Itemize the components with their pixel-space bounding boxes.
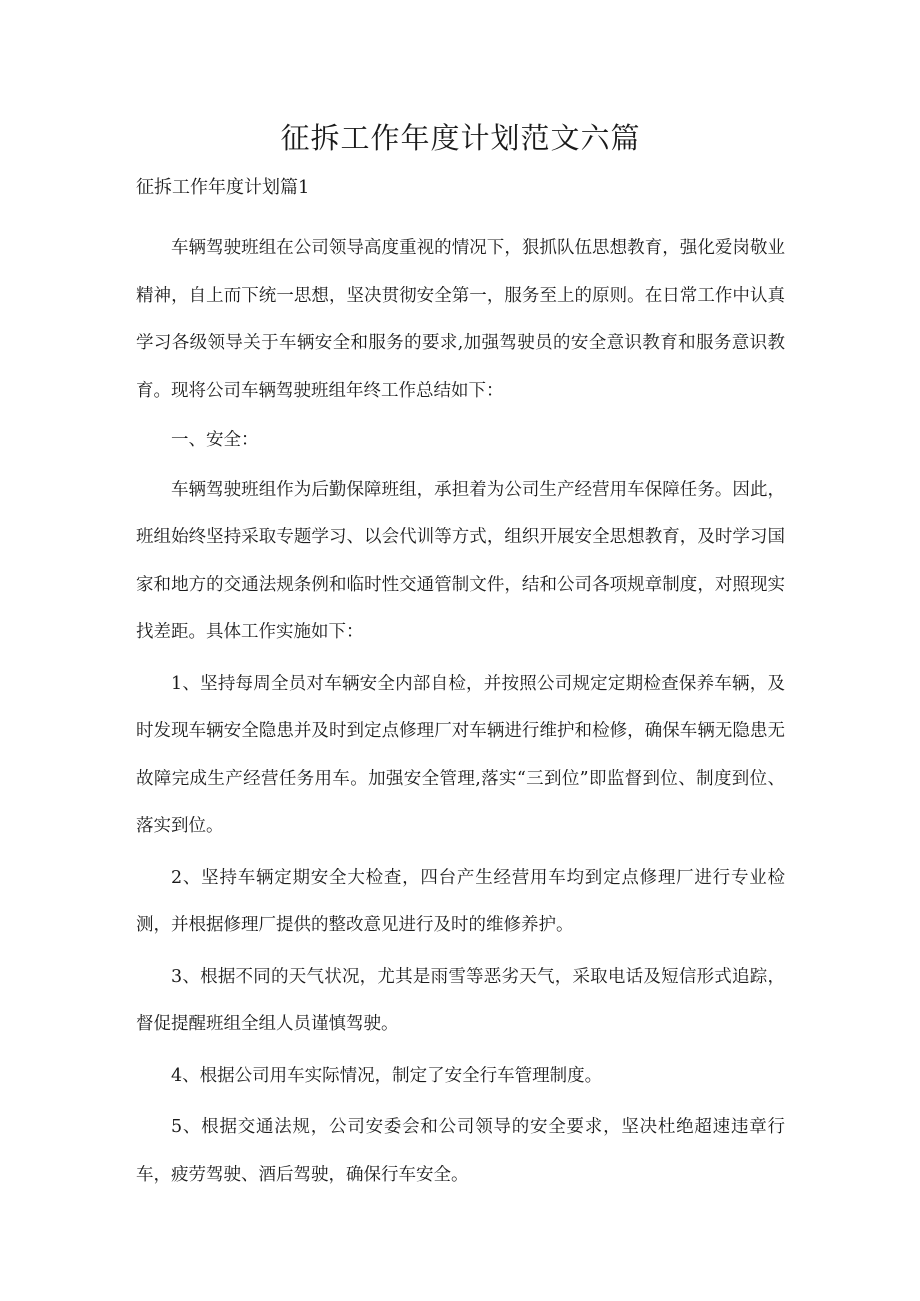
paragraph-section-safety: 一、安全： — [171, 430, 259, 450]
document-title: 征拆工作年度计划范文六篇 — [280, 121, 641, 155]
paragraph-intro: 车辆驾驶班组在公司领导高度重视的情况下，狠抓队伍思想教育，强化爱岗敬业精神，自上而下统一思想，坚决贯彻安全第一，服务至上的原则。在日常工作中认真学习各级领导关于车辆安全和服务的要求,加强驾驶员的安全意识教育和服务意识教育。现将公司车辆驾驶班组年终工作总结如下： — [136, 238, 785, 401]
paragraph-item-5: 5、根据交通法规，公司安委会和公司领导的安全要求，坚决杜绝超速违章行车，疲劳驾驶、酒后驾驶，确保行车安全。 — [136, 1117, 785, 1185]
paragraph-safety-overview: 车辆驾驶班组作为后勤保障班组，承担着为公司生产经营用车保障任务。因此，班组始终坚持采取专题学习、以会代训等方式，组织开展安全思想教育，及时学习国家和地方的交通法规条例和临时性交通管制文件，结和公司各项规章制度，对照现实找差距。具体工作实施如下： — [136, 479, 785, 642]
paragraph-item-1: 1、坚持每周全员对车辆安全内部自检，并按照公司规定定期检查保养车辆，及时发现车辆安全隐患并及时到定点修理厂对车辆进行维护和检修，确保车辆无隐患无故障完成生产经营任务用车。加强安全管理,落实“三到位”即监督到位、制度到位、落实到位。 — [136, 673, 785, 836]
paragraph-item-2: 2、坚持车辆定期安全大检查，四台产生经营用车均到定点修理厂进行专业检测，并根据修理厂提供的整改意见进行及时的维修养护。 — [136, 867, 785, 935]
section-heading: 征拆工作年度计划篇1 — [136, 177, 310, 198]
paragraph-item-3: 3、根据不同的天气状况，尤其是雨雪等恶劣天气，采取电话及短信形式追踪，督促提醒班组全组人员谨慎驾驶。 — [136, 966, 785, 1034]
paragraph-item-4: 4、根据公司用车实际情况，制定了安全行车管理制度。 — [171, 1065, 603, 1086]
